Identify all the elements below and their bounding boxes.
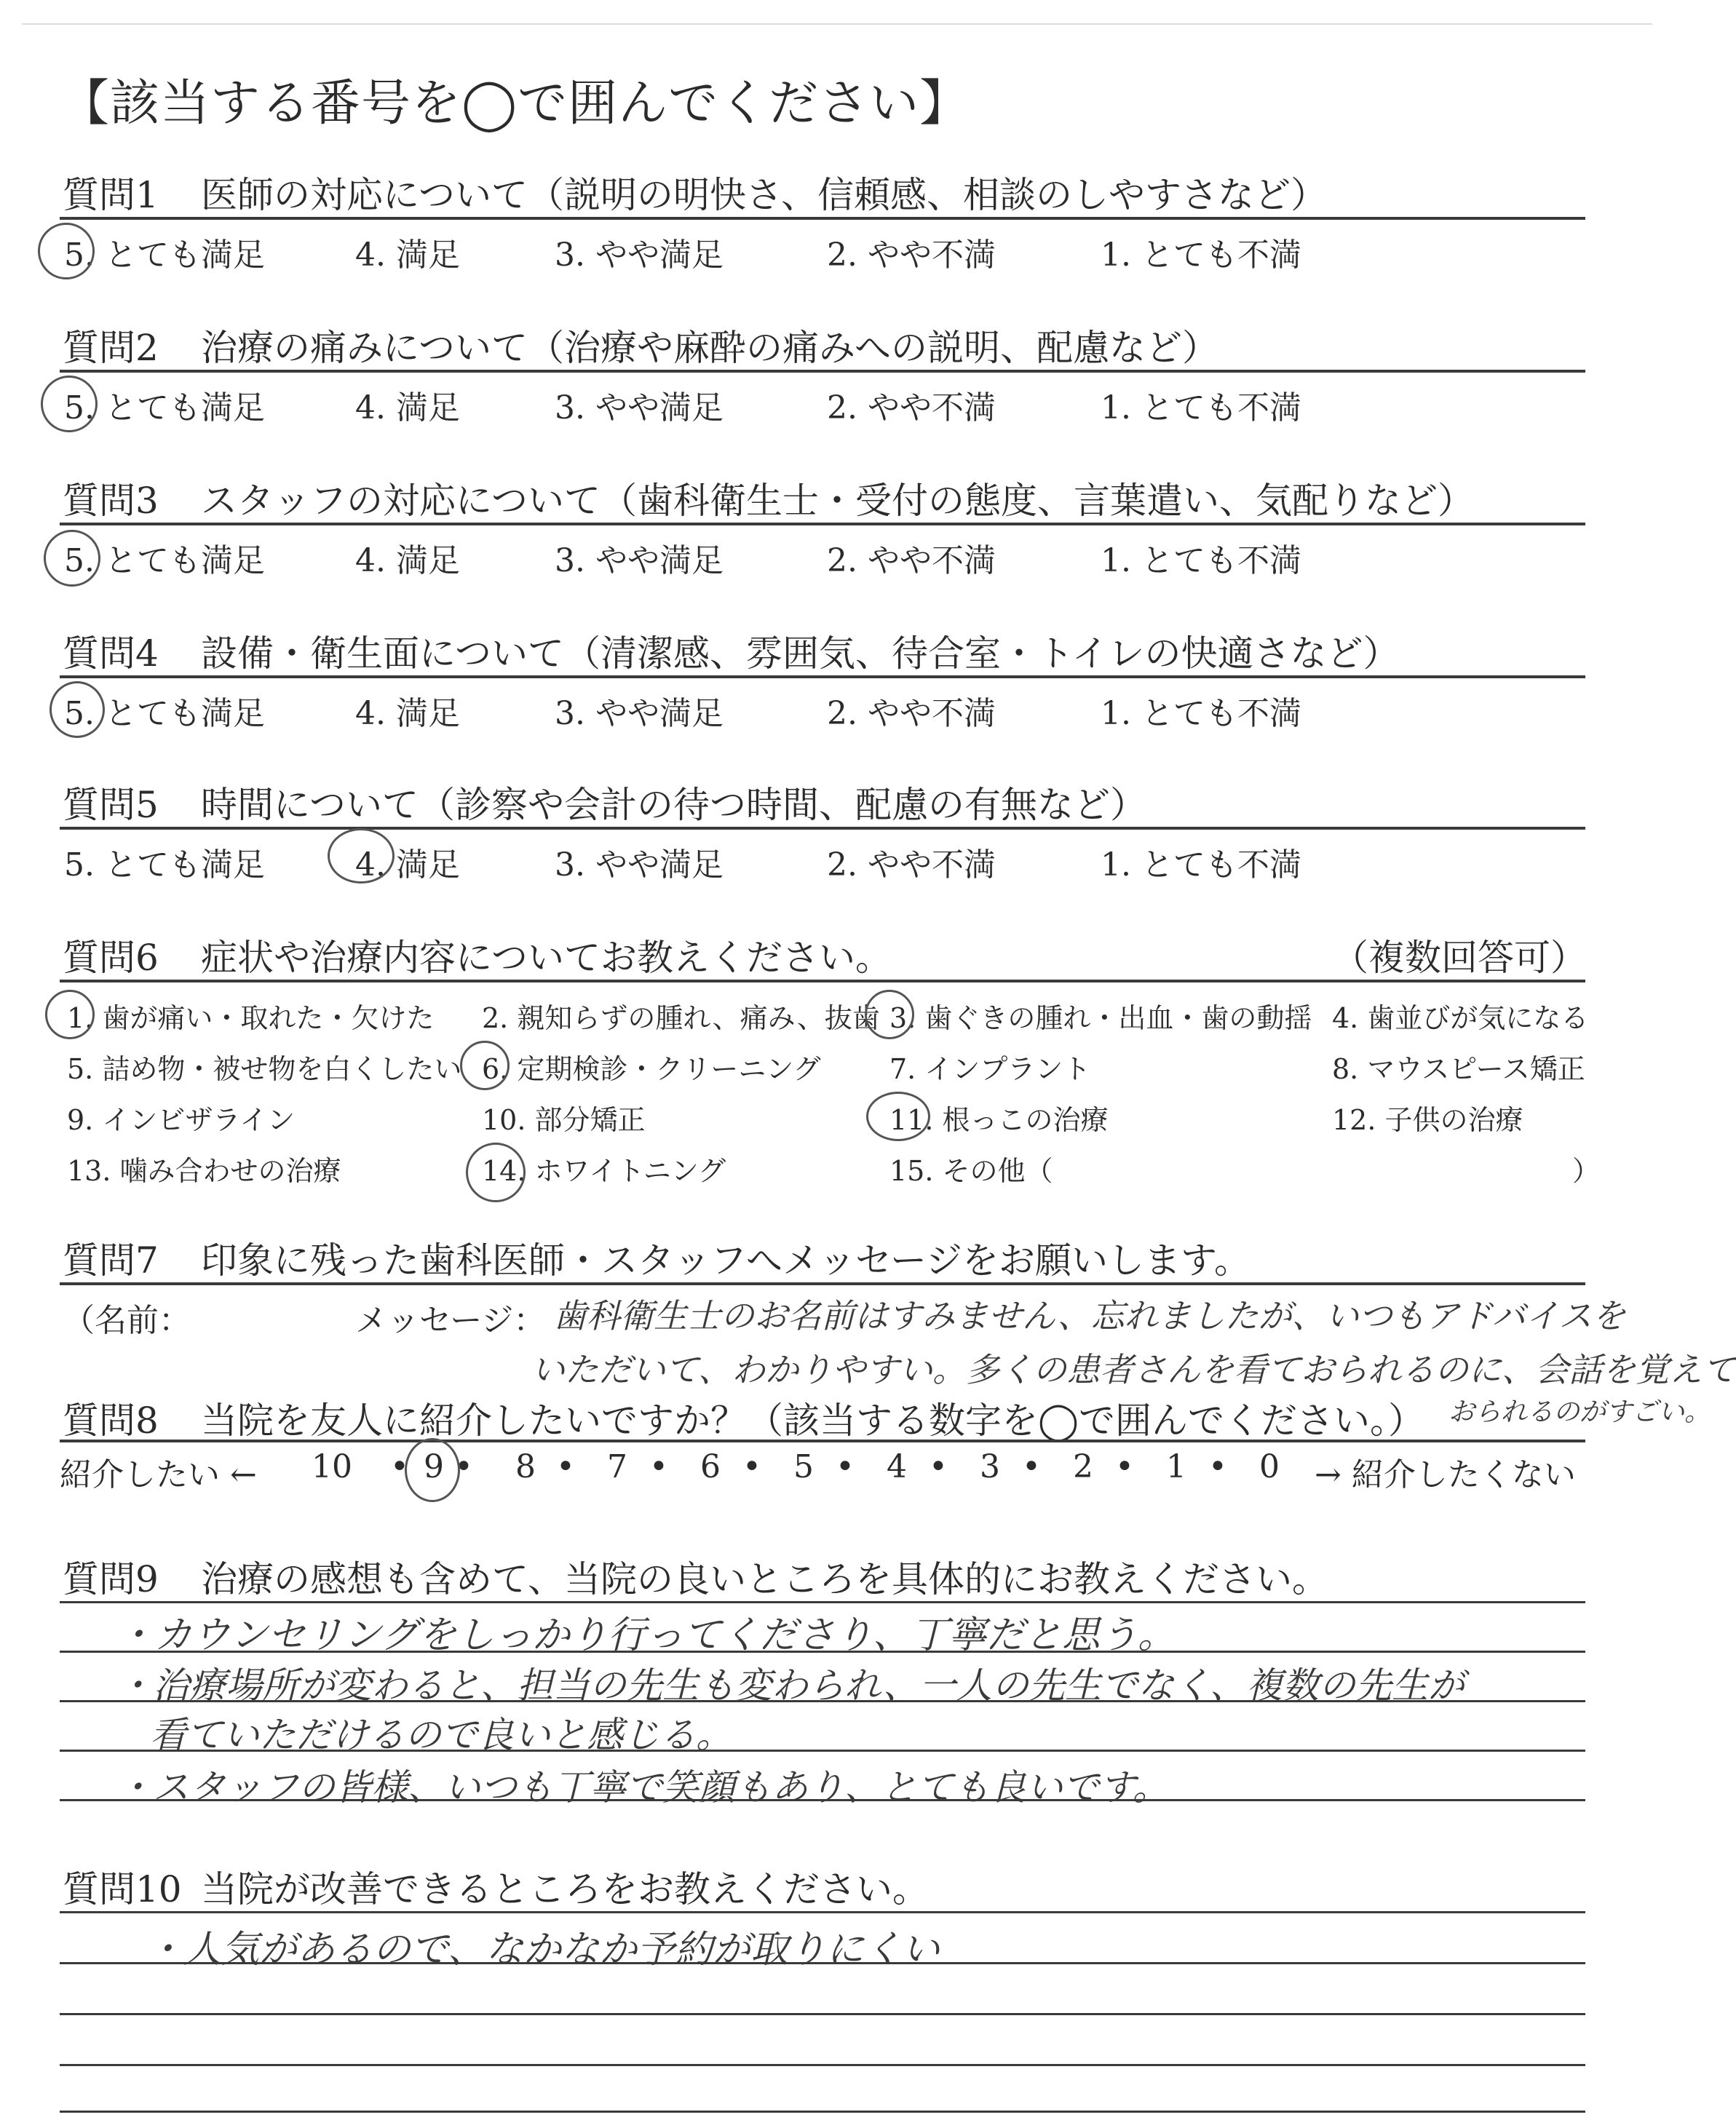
q9-label: 質問9 [63, 1558, 159, 1600]
q6-text: 症状や治療内容についてお教えください。 [201, 937, 892, 979]
q8-right-label: → 紹介したくない [1315, 1456, 1576, 1493]
q6-option-13[interactable]: 13. 噛み合わせの治療 [67, 1155, 341, 1187]
q7-rule [60, 1282, 1585, 1285]
q9-answer-line-1: ・カウンセリングをしっかり行ってくださり、丁寧だと思う。 [116, 1613, 1176, 1657]
q8-score-1[interactable]: 1 [1166, 1448, 1186, 1485]
q4-option-1[interactable]: 1. とても不満 [1101, 695, 1301, 732]
q8-title [63, 1392, 1424, 1444]
q5-option-1[interactable]: 1. とても不満 [1101, 846, 1301, 884]
q3-title [63, 472, 1474, 524]
q3-text: スタッフの対応について（歯科衛生士・受付の態度、言葉遣い、気配りなど） [201, 480, 1474, 522]
q3-option-3[interactable]: 3. やや満足 [555, 542, 724, 579]
q1-option-2[interactable]: 2. やや不満 [827, 237, 996, 274]
q1-rule [60, 217, 1585, 220]
q4-option-5[interactable]: 5. とても満足 [64, 695, 265, 732]
q4-option-2[interactable]: 2. やや不満 [827, 695, 996, 732]
q1-option-3[interactable]: 3. やや満足 [555, 237, 724, 274]
instruction-header: 【該当する番号を◯で囲んでください】 [60, 75, 970, 132]
q8-score-7[interactable]: 7 [607, 1448, 627, 1485]
q6-option-10[interactable]: 10. 部分矯正 [482, 1104, 646, 1136]
q9-rule-1 [60, 1601, 1585, 1603]
q1-selection-circle [38, 223, 95, 279]
q3-rule [60, 523, 1585, 525]
q6-selection-circle-6 [460, 1041, 510, 1090]
q1-label: 質問1 [63, 174, 159, 216]
q7-message-label: メッセージ： [355, 1302, 546, 1339]
q10-label: 質問10 [63, 1868, 182, 1910]
q8-score-5[interactable]: 5 [793, 1448, 814, 1485]
q5-option-5[interactable]: 5. とても満足 [64, 846, 265, 884]
q8-score-9[interactable]: 9 [424, 1448, 444, 1485]
q5-text: 時間について（診察や会計の待つ時間、配慮の有無など） [201, 784, 1146, 826]
q5-label: 質問5 [63, 784, 159, 826]
q3-option-2[interactable]: 2. やや不満 [827, 542, 996, 579]
q2-option-5[interactable]: 5. とても満足 [64, 389, 265, 426]
q4-selection-circle [49, 681, 105, 738]
q8-selection-circle [405, 1438, 460, 1502]
q6-option-12[interactable]: 12. 子供の治療 [1332, 1104, 1523, 1136]
q7-message-line-3: おられるのがすごい。 [1448, 1397, 1711, 1427]
q4-rule [60, 675, 1585, 678]
q9-answer-line-2: ・治療場所が変わると、担当の先生も変わられ、一人の先生でなく、複数の先生が [116, 1664, 1464, 1707]
q6-option-4[interactable]: 4. 歯並びが気になる [1332, 1002, 1589, 1034]
q6-selection-circle-1 [45, 990, 95, 1039]
q9-answer-line-3: 看ていただけるので良いと感じる。 [150, 1714, 732, 1756]
q2-rule [60, 370, 1585, 373]
q6-selection-circle-11 [866, 1092, 930, 1141]
q6-option-15[interactable]: 15. その他（ [889, 1155, 1053, 1187]
q6-option-6[interactable]: 6. 定期検診・クリーニング [482, 1053, 821, 1085]
q6-option-3[interactable]: 3. 歯ぐきの腫れ・出血・歯の動揺 [889, 1002, 1312, 1034]
q8-rule [60, 1440, 1585, 1442]
q6-option-14[interactable]: 14. ホワイトニング [482, 1155, 726, 1187]
q6-option-1[interactable]: 1. 歯が痛い・取れた・欠けた [67, 1002, 435, 1034]
q10-rule-4 [60, 2064, 1585, 2066]
q6-option-5[interactable]: 5. 詰め物・被せ物を白くしたい [67, 1053, 462, 1085]
q8-left-label: 紹介したい ← [60, 1456, 257, 1493]
q2-text: 治療の痛みについて（治療や麻酔の痛みへの説明、配慮など） [201, 327, 1218, 369]
q6-option-2[interactable]: 2. 親知らずの腫れ、痛み、抜歯 [482, 1002, 880, 1034]
q4-option-3[interactable]: 3. やや満足 [555, 695, 724, 732]
q8-score-10[interactable]: 10 [312, 1448, 352, 1485]
q8-score-4[interactable]: 4 [887, 1448, 907, 1485]
q1-text: 医師の対応について（説明の明快さ、信頼感、相談のしやすさなど） [201, 174, 1327, 216]
q8-score-3[interactable]: 3 [980, 1448, 1000, 1485]
q7-title [63, 1231, 1251, 1284]
q6-multi-note: （複数回答可） [1332, 937, 1587, 979]
q2-title [63, 319, 1218, 371]
q6-option-8[interactable]: 8. マウスピース矯正 [1332, 1053, 1585, 1085]
q5-option-2[interactable]: 2. やや不満 [827, 846, 996, 884]
q4-label: 質問4 [63, 632, 159, 675]
q6-label: 質問6 [63, 937, 159, 979]
q7-message-line-2: いただいて、わかりやすい。多くの患者さんを看ておられるのに、会話を覚えて [531, 1350, 1736, 1389]
q6-title [63, 929, 892, 981]
q2-option-4[interactable]: 4. 満足 [355, 389, 460, 426]
q5-selection-circle [328, 828, 395, 884]
q8-score-6[interactable]: 6 [700, 1448, 721, 1485]
q6-option-15-close: ） [1572, 1155, 1601, 1187]
q5-title [63, 776, 1146, 828]
q8-label: 質問8 [63, 1400, 159, 1442]
q8-score-8[interactable]: 8 [515, 1448, 536, 1485]
q8-score-2[interactable]: 2 [1073, 1448, 1093, 1485]
q8-text: 当院を友人に紹介したいですか？（該当する数字を◯で囲んでください。） [201, 1400, 1424, 1442]
page-top-edge [22, 23, 1652, 25]
q7-text: 印象に残った歯科医師・スタッフへメッセージをお願いします。 [201, 1239, 1251, 1282]
q6-rule [60, 980, 1585, 982]
q6-selection-circle-14 [466, 1143, 526, 1202]
q1-option-5[interactable]: 5. とても満足 [64, 237, 265, 274]
q9-title [63, 1550, 1328, 1603]
q3-label: 質問3 [63, 480, 159, 522]
q5-option-3[interactable]: 3. やや満足 [555, 846, 724, 884]
q1-option-1[interactable]: 1. とても不満 [1101, 237, 1301, 274]
q7-name-label: （名前： [63, 1302, 191, 1339]
q2-option-1[interactable]: 1. とても不満 [1101, 389, 1301, 426]
q2-label: 質問2 [63, 327, 159, 369]
q6-option-7[interactable]: 7. インプラント [889, 1053, 1091, 1085]
q2-option-3[interactable]: 3. やや満足 [555, 389, 724, 426]
q10-rule-1 [60, 1911, 1585, 1913]
q7-label: 質問7 [63, 1239, 159, 1282]
q10-title [63, 1860, 929, 1913]
q5-option-4[interactable]: 4. 満足 [355, 846, 460, 884]
q3-selection-circle [44, 530, 100, 587]
q10-rule-5 [60, 2111, 1585, 2113]
q5-rule [60, 827, 1585, 830]
q6-selection-circle-3 [865, 990, 914, 1039]
q3-option-4[interactable]: 4. 満足 [355, 542, 460, 579]
q4-option-4[interactable]: 4. 満足 [355, 695, 460, 732]
q4-text: 設備・衛生面について（清潔感、雰囲気、待合室・トイレの快適さなど） [201, 632, 1400, 675]
q4-title [63, 624, 1400, 677]
q3-option-5[interactable]: 5. とても満足 [64, 542, 265, 579]
q3-option-1[interactable]: 1. とても不満 [1101, 542, 1301, 579]
q2-option-2[interactable]: 2. やや不満 [827, 389, 996, 426]
q2-selection-circle [41, 376, 98, 432]
q10-rule-3 [60, 2013, 1585, 2015]
q10-answer-line-1: ・人気があるので、なかなか予約が取りにくい [146, 1928, 940, 1972]
q7-message-line-1: 歯科衛生士のお名前はすみません、忘れましたが、いつもアドバイスを [553, 1296, 1626, 1335]
q8-score-0[interactable]: 0 [1259, 1448, 1280, 1485]
q10-text: 当院が改善できるところをお教えください。 [201, 1868, 929, 1910]
q1-title [63, 166, 1327, 218]
q6-option-9[interactable]: 9. インビザライン [67, 1104, 296, 1136]
q1-option-4[interactable]: 4. 満足 [355, 237, 460, 274]
q9-answer-line-4: ・スタッフの皆様、いつも丁寧で笑顔もあり、とても良いです。 [116, 1766, 1169, 1809]
q9-text: 治療の感想も含めて、当院の良いところを具体的にお教えください。 [201, 1558, 1328, 1600]
q6-option-11[interactable]: 11. 根っこの治療 [889, 1104, 1109, 1136]
